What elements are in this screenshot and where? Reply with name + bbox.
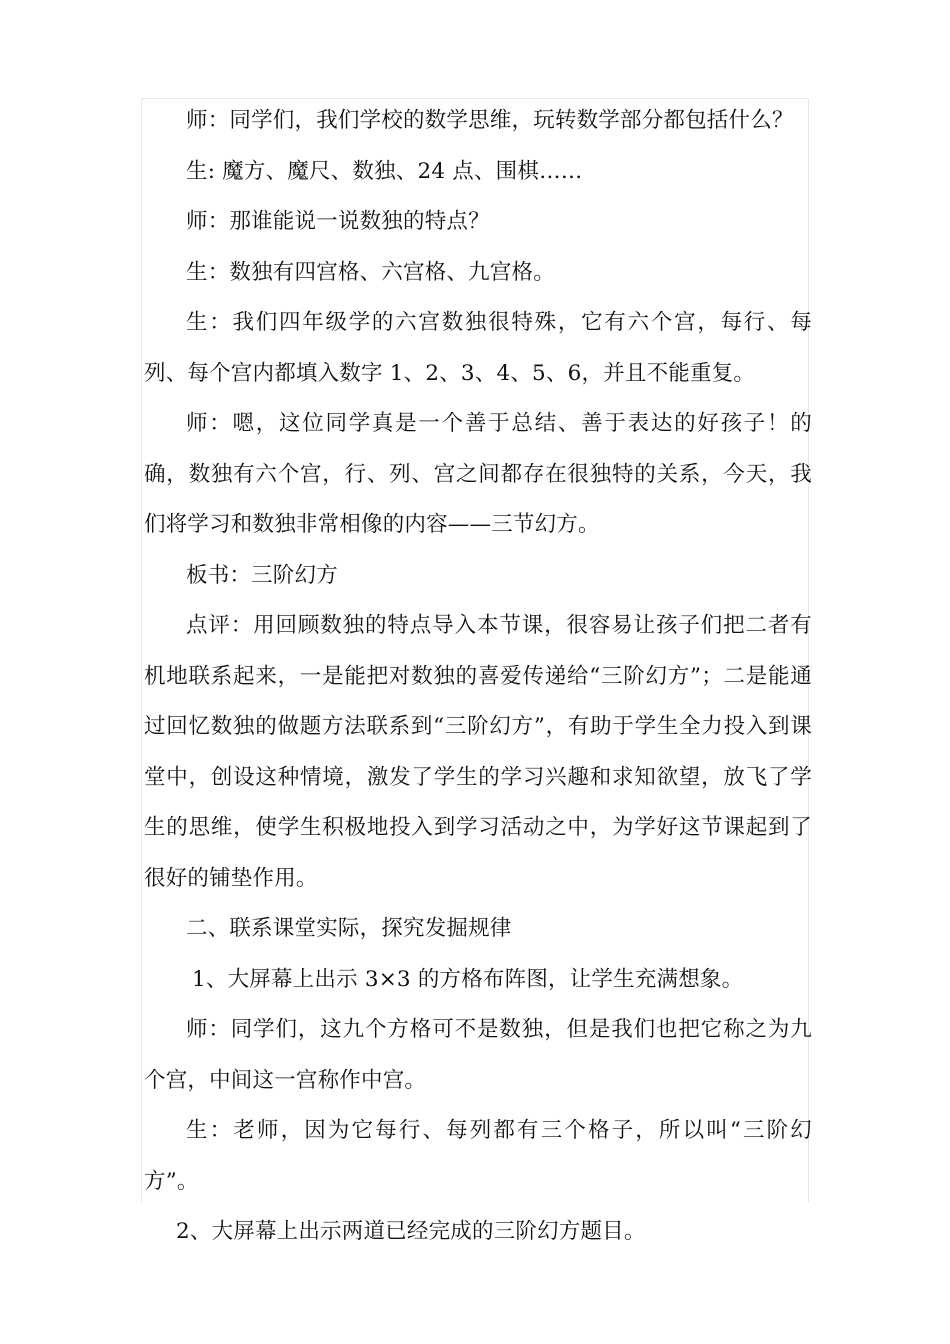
paragraph-student-magic-square: 生：老师，因为它每行、每列都有三个格子，所以叫“三阶幻方”。 <box>144 1118 812 1194</box>
paragraph-teacher-sudoku-question: 师：那谁能说一说数独的特点？ <box>186 209 490 234</box>
paragraph-commentary: 点评：用回顾数独的特点导入本节课，很容易让孩子们把二者有机地联系起来，一是能把对数独的喜爱传递给“三阶幻方”；二是能通过回忆数独的做题方法联系到“三阶幻方”，有助于学生全力投入到课堂中，创设这种情境，激发了学生的学习兴趣和求知欲望，放飞了学生的思维，使学生积极地投入到学习活动之中，为学好这节课起到了很好的铺垫作用。 <box>144 613 812 891</box>
document-body <box>144 96 812 1258</box>
paragraph-teacher-nine-grid: 师：同学们，这九个方格可不是数独，但是我们也把它称之为九个宫，中间这一宫称作中宫。 <box>144 1017 812 1093</box>
paragraph-student-answer-games: 生: 魔方、魔尺、数独、24 点、围棋…… <box>186 158 583 184</box>
paragraph-board-writing: 板书：三阶幻方 <box>186 562 338 588</box>
section-heading-two: 二、联系课堂实际，探究发掘规律 <box>186 916 512 941</box>
paragraph-step-one: 1、大屏幕上出示 3×3 的方格布阵图，让学生充满想象。 <box>192 966 744 992</box>
paragraph-teacher-praise: 师：嗯，这位同学真是一个善于总结、善于表达的好孩子！的确，数独有六个宫，行、列、宫之间都存在很独特的关系，今天，我们将学习和数独非常相像的内容——三节幻方。 <box>144 411 812 537</box>
paragraph-step-two: 2、大屏幕上出示两道已经完成的三阶幻方题目。 <box>176 1219 646 1244</box>
paragraph-student-sudoku-types: 生：数独有四宫格、六宫格、九宫格。 <box>186 259 555 285</box>
paragraph-student-six-grid: 生：我们四年级学的六宫数独很特殊，它有六个宫，每行、每列、每个宫内都填入数字 1、2、3、4、5、6，并且不能重复。 <box>144 310 812 386</box>
paragraph-teacher-question: 师：同学们，我们学校的数学思维，玩转数学部分都包括什么？ <box>186 108 794 133</box>
